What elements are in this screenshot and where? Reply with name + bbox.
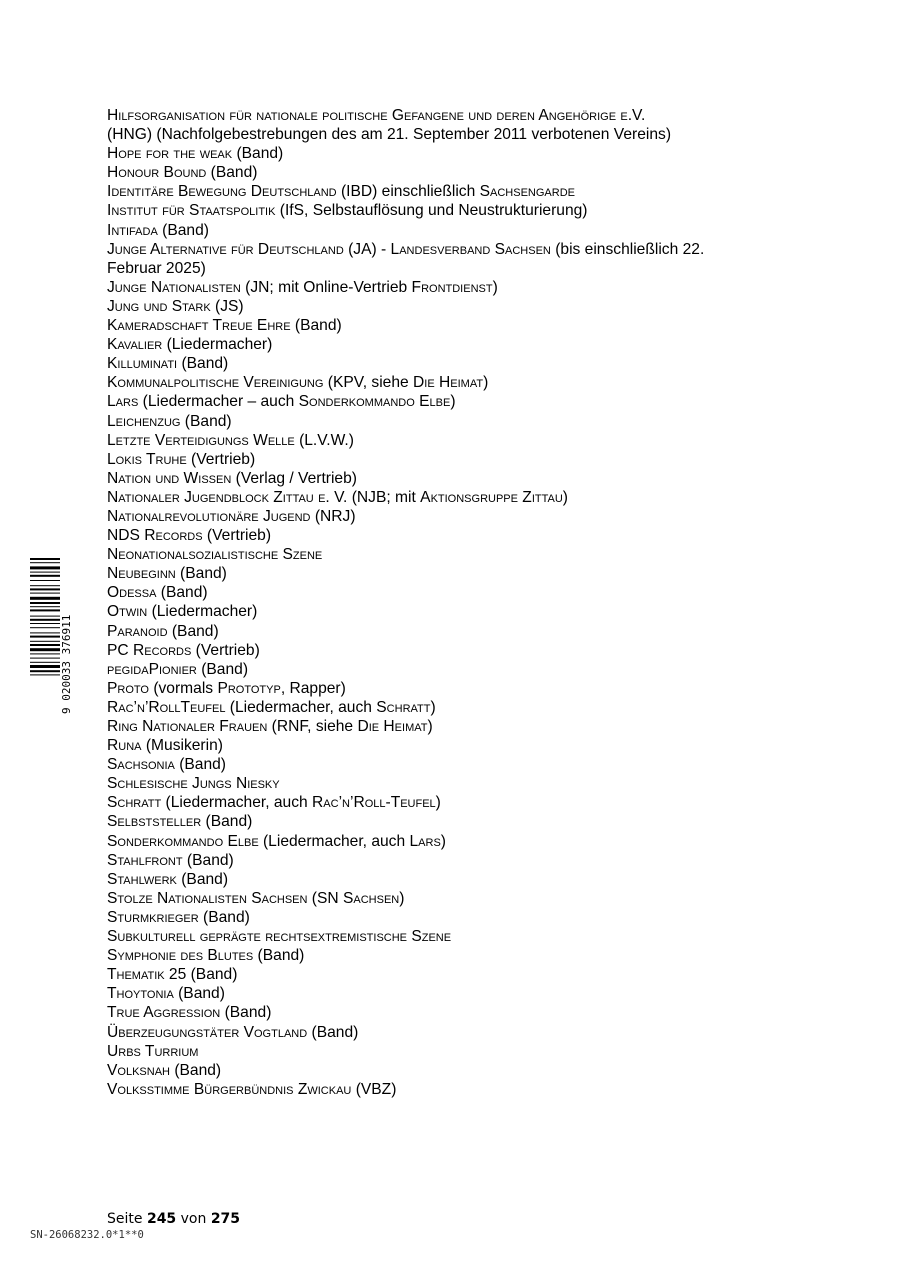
entry-name: Kavalier [107,336,163,354]
list-item [107,507,807,526]
entry-name: Thoytonia [107,985,174,1003]
entry-suffix: (Band) [196,660,249,678]
list-item [107,144,807,163]
entry-suffix-secondary: (bis einschließlich 22. [550,240,705,258]
entry-suffix: (Liedermacher) [147,603,258,621]
entry-name: Proto [107,679,149,697]
footer-middle: von [176,1211,211,1227]
list-item [107,240,807,259]
barcode-bar [30,662,60,663]
barcode-bar [30,606,60,607]
entry-name-secondary: Die Heimat [357,718,428,735]
entry-name: Honour Bound [107,164,207,182]
list-item [107,851,807,870]
entry-suffix: (Liedermacher, auch [258,832,410,850]
entry-name-secondary: Rac’n’Roll-Teufel [312,794,436,812]
entry-suffix-secondary: , Rapper) [280,679,346,697]
entry-name: Identitäre Bewegung Deutschland [107,183,337,201]
entry-name: Sonderkommando Elbe [107,832,259,850]
entry-name: NDS Records [107,527,203,545]
barcode-bar [30,572,60,573]
entry-name: Stahlfront [107,851,183,869]
list-item [107,832,807,851]
barcode-digits: 9 020033 376911 [60,614,72,714]
entry-name-secondary: Lars [409,832,441,850]
entry-name: Otwin [107,603,148,621]
list-item [107,412,807,431]
entry-name: Neonationalsozialistische Szene [107,546,323,564]
entry-name: Sturmkrieger [107,908,199,926]
list-item [107,1023,807,1042]
entry-suffix: (Liedermacher – auch [138,393,299,411]
entry-name-secondary: Sonderkommando Elbe [298,393,451,411]
list-item [107,125,807,144]
entry-name: Lars [107,393,139,411]
entry-suffix: (Band) [175,565,227,583]
entry-suffix: (JS) [210,297,244,315]
entry-suffix-secondary: ) [450,393,456,411]
list-item [107,1061,807,1080]
entry-name: Paranoid [107,622,168,640]
list-item [107,1080,807,1099]
list-item [107,201,807,220]
list-item [107,755,807,774]
entry-suffix: (JA) - [343,240,391,258]
entry-suffix: (Band) [201,813,253,831]
entry-suffix: (HNG) (Nachfolgebestrebungen des am 21. September 2011 verbotenen Vereins) [107,126,672,144]
barcode-bar [30,602,60,604]
entry-name: Leichenzug [107,412,181,430]
entry-suffix: (Band) [156,584,208,602]
list-item [107,793,807,812]
barcode-bar [30,575,60,577]
list-item [107,812,807,831]
barcode-graphic [26,556,72,716]
entry-suffix: (Liedermacher) [162,336,273,354]
list-item [107,583,807,602]
list-item [107,373,807,392]
list-item [107,622,807,641]
entry-name: Hilfsorganisation für nationale politische Gefangene und deren Angehörige e.V. [107,107,646,124]
entry-name: Institut für Staatspolitik [107,202,276,220]
entry-name: Odessa [107,584,157,602]
entry-suffix: (Liedermacher, auch [225,698,377,716]
entry-suffix: Februar 2025) [107,259,206,277]
entry-suffix: (Band) [220,1004,272,1022]
list-item [107,679,807,698]
list-item [107,163,807,182]
entry-name: Hope for the weak [107,145,233,163]
entry-suffix: (JN; mit Online-Vertrieb [240,278,412,296]
entry-name-secondary: Sachsengarde [479,183,575,201]
entry-suffix: (NJB; mit [347,488,421,506]
list-item [107,316,807,335]
entry-list [107,106,807,1099]
barcode-bar [30,562,60,563]
barcode-bar [30,619,60,621]
barcode-bar [30,566,60,569]
entry-suffix: (Band) [290,317,342,335]
entry-suffix: (Band) [186,966,238,984]
barcode-bar [30,665,60,668]
entry-suffix: (Band) [157,221,209,239]
entry-suffix: (Liedermacher, auch [161,794,313,812]
entry-suffix: (Band) [307,1023,359,1041]
list-item [107,182,807,201]
entry-suffix: (Band) [173,985,225,1003]
barcode-bar [30,641,60,642]
entry-name: Intifada [107,221,158,239]
list-item [107,392,807,411]
entry-suffix-secondary: ) [562,488,568,506]
barcode-bar [30,653,60,654]
entry-suffix: (Band) [167,622,219,640]
entry-name-secondary: Sachsen [343,889,400,907]
entry-name: Junge Alternative für Deutschland [107,240,344,258]
entry-suffix: (Band) [198,908,250,926]
entry-name: Schlesische Jungs Niesky [107,775,280,793]
entry-suffix: (vormals [148,679,218,697]
entry-suffix-secondary: ) [399,889,405,907]
list-item [107,450,807,469]
entry-name: Neubeginn [107,565,176,583]
entry-name: Nation und Wissen [107,469,232,487]
entry-suffix: (Band) [169,1061,222,1079]
entry-suffix: (NRJ) [310,507,356,525]
list-item [107,1003,807,1022]
entry-name-secondary: Prototyp [217,679,281,697]
entry-suffix: (Band) [182,851,234,869]
entry-name: Nationalrevolutionäre Jugend [107,507,311,525]
entry-suffix-secondary: ) [427,718,433,735]
list-item [107,641,807,660]
list-item [107,431,807,450]
footer-prefix: Seite [107,1211,147,1227]
entry-name: Überzeugungstäter Vogtland [107,1023,308,1041]
entry-name: Killuminati [107,355,178,373]
list-item [107,106,807,125]
barcode-bar [30,636,60,638]
entry-name-secondary: Frontdienst [411,278,493,296]
entry-name-secondary: Landesverband Sachsen [390,240,551,258]
barcode-bar [30,593,60,594]
list-item [107,660,807,679]
entry-name: Rac’n’RollTeufel [107,698,226,716]
entry-suffix-secondary: ) [430,698,436,716]
entry-suffix: (Band) [177,355,229,373]
list-item [107,221,807,240]
barcode-bar [30,609,60,611]
entry-name: Volksnah [107,1061,170,1079]
entry-suffix: (Band) [232,145,284,163]
entry-suffix: (KPV, siehe [323,374,414,392]
list-item [107,564,807,583]
barcode [26,556,72,716]
entry-name: PC Records [107,641,192,659]
barcode-bar [30,627,60,628]
entry-name: pegidaPionier [107,660,197,678]
entry-name: Urbs Turrium [107,1042,199,1060]
barcode-bar [30,644,60,646]
list-item [107,354,807,373]
current-page-number: 245 [146,1211,177,1227]
entry-suffix-secondary: ) [492,278,498,296]
entry-name: Kommunalpolitische Vereinigung [107,374,324,392]
list-item [107,469,807,488]
entry-suffix: (RNF, siehe [267,718,358,735]
entry-suffix: (Vertrieb) [186,450,256,468]
barcode-bar [30,588,60,590]
barcode-bar [30,585,60,586]
entry-name: Junge Nationalisten [107,278,241,296]
list-item [107,908,807,927]
barcode-bar [30,558,60,560]
list-item [107,889,807,908]
list-item [107,602,807,621]
barcode-bar [30,623,60,624]
barcode-bar [30,632,60,633]
barcode-bar [30,670,60,672]
entry-name-secondary: Schratt [376,698,431,716]
list-item [107,698,807,717]
entry-suffix: (Verlag / Vertrieb) [231,469,357,487]
entry-name: Lokis Truhe [107,450,187,468]
entry-suffix: (IfS, Selbstauflösung und Neustrukturierung) [275,202,588,220]
entry-name: Jung und Stark [107,297,211,315]
entry-name: Schratt [107,794,162,812]
entry-name: Stolze Nationalisten Sachsen [107,889,308,907]
entry-name: Nationaler Jugendblock Zittau e. V. [107,488,348,506]
entry-suffix: (L.V.W.) [294,431,354,449]
total-page-number: 275 [210,1211,241,1227]
list-item [107,965,807,984]
entry-name: Runa [107,737,142,755]
entry-name: Symphonie des Blutes [107,947,254,965]
list-item [107,526,807,545]
barcode-bar [30,658,60,659]
entry-suffix: (Band) [206,164,258,182]
entry-name: Stahlwerk [107,870,177,888]
entry-name: Sachsonia [107,756,175,774]
entry-suffix: (Band) [180,412,232,430]
entry-suffix: (Musikerin) [141,737,223,755]
entry-suffix: (Vertrieb) [202,527,272,545]
list-item [107,717,807,736]
entry-suffix-secondary: ) [440,832,446,850]
entry-name: Ring Nationaler Frauen [107,718,268,735]
list-item [107,297,807,316]
entry-name: Selbststeller [107,813,202,831]
entry-suffix-secondary: ) [483,374,489,392]
entry-name: Thematik 25 [107,966,187,984]
barcode-bar [30,648,60,651]
entry-suffix-secondary: ) [435,794,441,812]
list-item [107,259,807,278]
entry-suffix: (VBZ) [351,1080,397,1098]
list-item [107,927,807,946]
barcode-bar [30,674,60,675]
barcode-bar [30,616,60,617]
entry-suffix: (Band) [176,870,229,888]
entry-suffix: (Vertrieb) [191,641,260,659]
list-item [107,946,807,965]
list-item [107,335,807,354]
list-item [107,774,807,793]
entry-name: Letzte Verteidigungs Welle [107,431,295,449]
list-item [107,545,807,564]
entry-name-secondary: Die Heimat [413,374,484,392]
list-item [107,488,807,507]
barcode-bar [30,580,60,581]
entry-name: True Aggression [107,1004,221,1022]
page-footer [107,1211,240,1227]
list-item [107,1042,807,1061]
entry-suffix: (Band) [174,756,226,774]
entry-name: Subkulturell geprägte rechtsextremistische Szene [107,928,452,946]
list-item [107,984,807,1003]
document-id: SN-26068232.0*1**0 [30,1229,144,1241]
list-item [107,278,807,297]
entry-name-secondary: Aktionsgruppe Zittau [420,488,563,506]
list-item [107,870,807,889]
entry-suffix: (Band) [253,947,305,965]
entry-suffix: (IBD) einschließlich [336,183,480,201]
entry-name: Volksstimme Bürgerbündnis Zwickau [107,1080,352,1098]
list-item [107,736,807,755]
barcode-bar [30,597,60,600]
entry-name: Kameradschaft Treue Ehre [107,317,291,335]
entry-suffix: (SN [307,889,343,907]
